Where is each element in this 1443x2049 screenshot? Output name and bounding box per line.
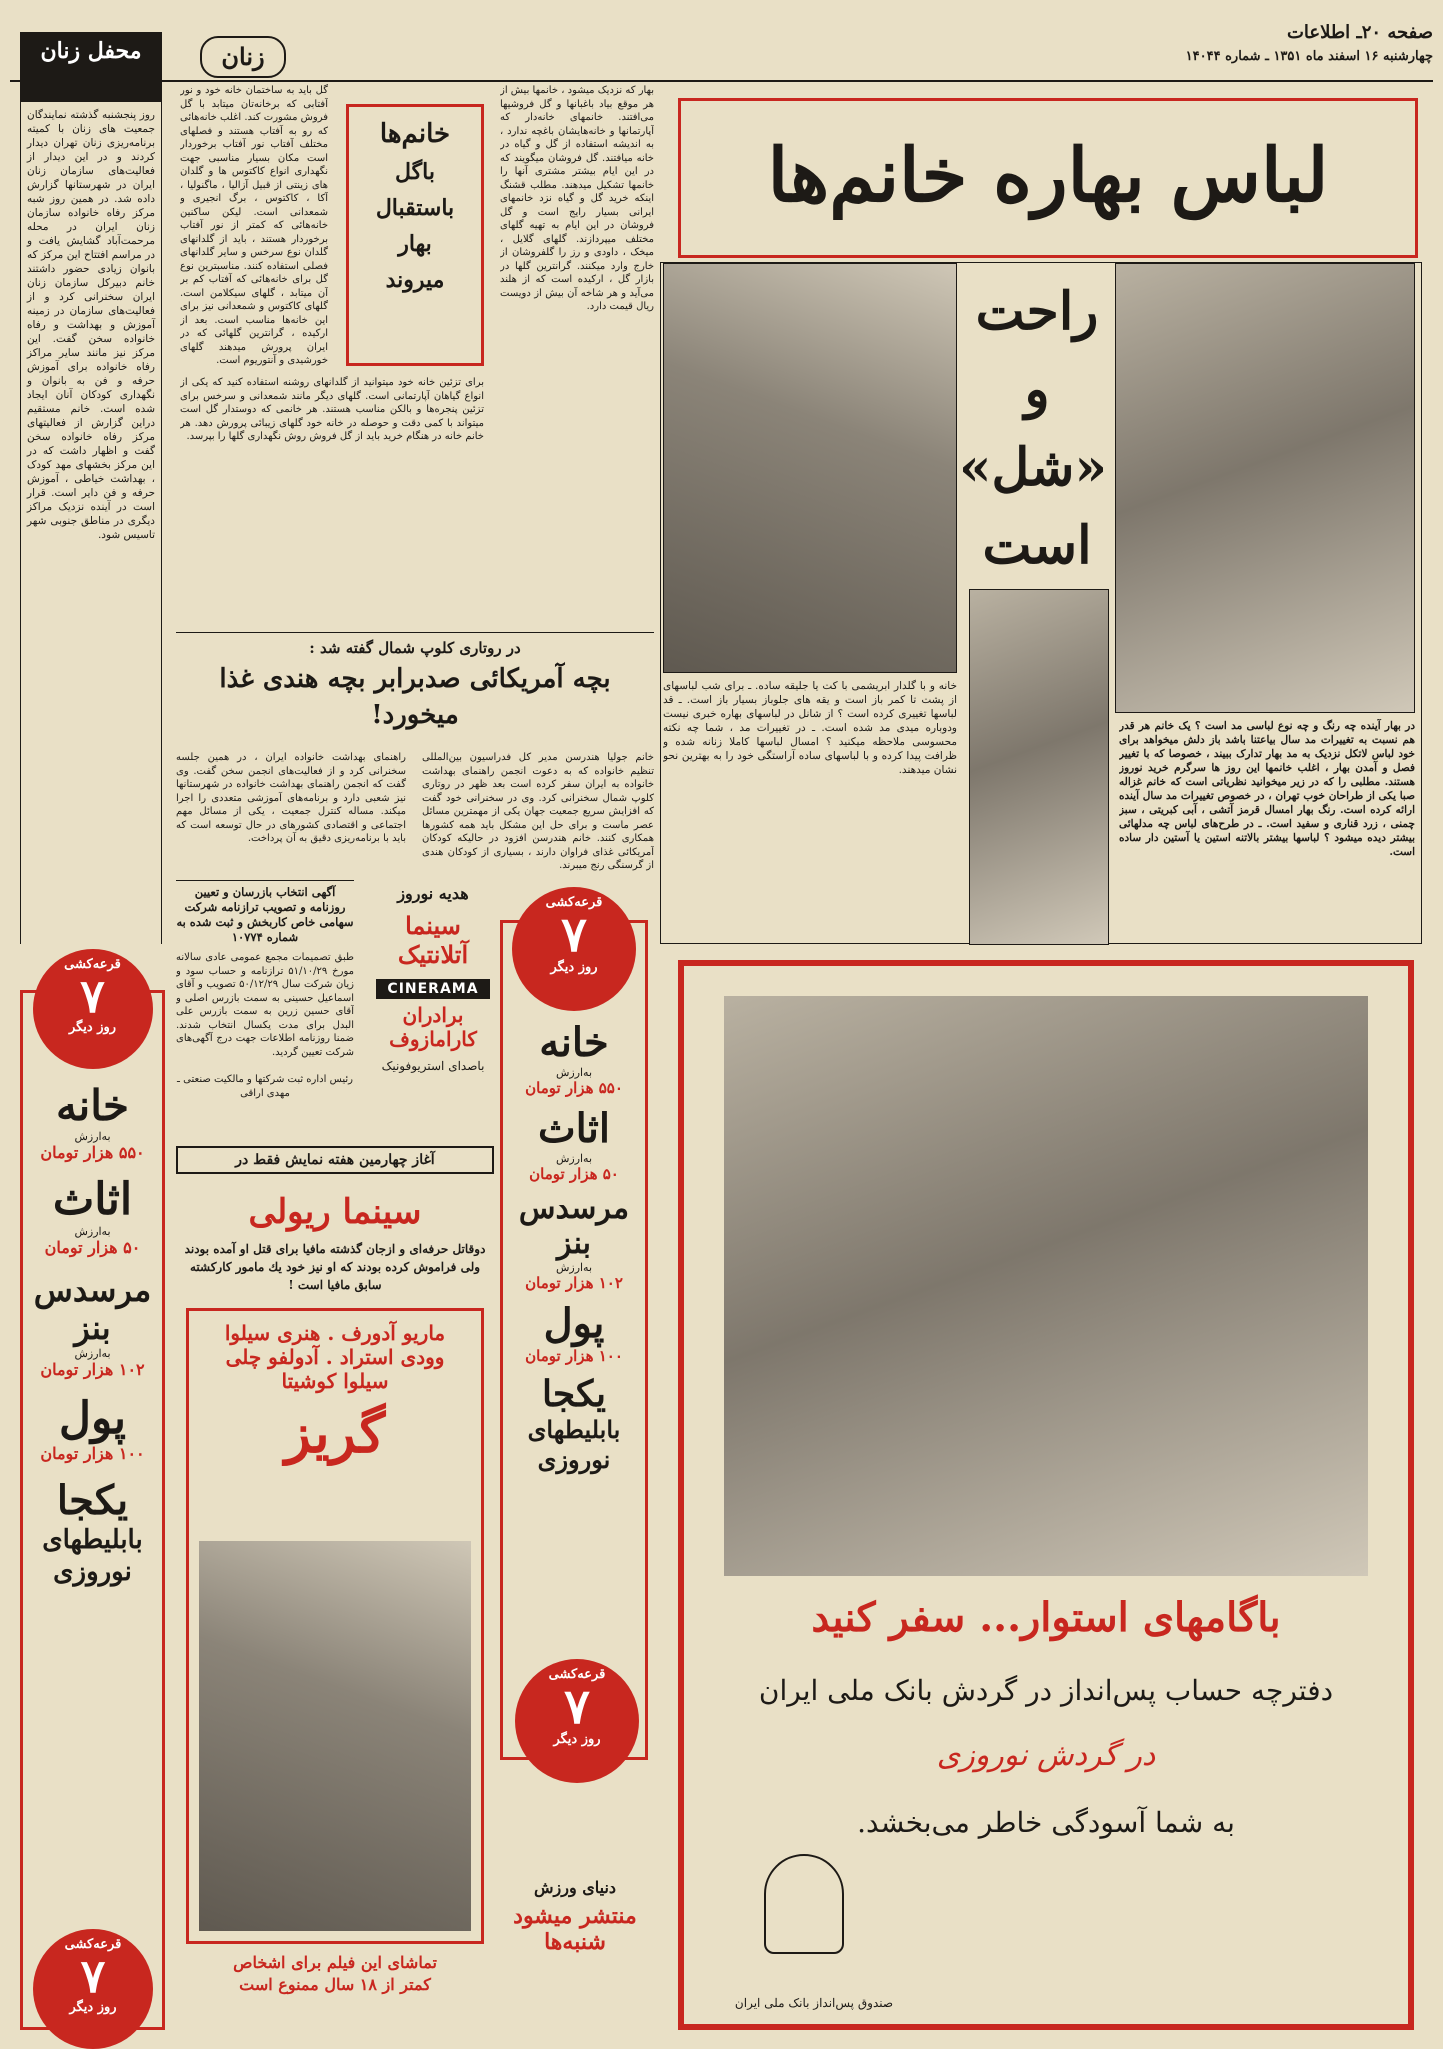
- rivoli-film: گریز: [284, 1401, 386, 1465]
- fashion-photo-left: [663, 263, 957, 673]
- rivoli-name: سینما ریولی: [248, 1192, 422, 1232]
- notice-title: آگهی انتخاب بازرسان و تعیین روزنامه و تصویب ترازنامه شرکت سهامی خاص کاربخش و ثبت شده به شماره ۱۰۷۷۴: [176, 885, 354, 944]
- bank-line2: در گردش نوروزی: [936, 1738, 1156, 1773]
- date-line: چهارشنبه ۱۶ اسفند ماه ۱۳۵۱ ـ شماره ۱۴۰۴۴: [1185, 49, 1433, 64]
- kids-kicker: در روتاری کلوپ شمال گفته شد :: [309, 639, 521, 657]
- masthead-rule: [10, 80, 1433, 82]
- rivoli-desc: دوقاتل حرفه‌ای و ازجان گذشته مافیا برای قتل او آمده بودند ولی فراموش کرده بودند که او نیز خود یك مامور کارکشته سابق مافیا است !: [184, 1242, 486, 1292]
- fashion-qa-left: خانه و با گلدار ابریشمی با کت یا جلیقه ساده. ـ برای شب لباسهای از پشت تا کمر باز است و یقه های جلوباز بسیار باز است. ـ قد لباسها تغییری کرده است ؟ از شانل در لباسهای بهاره خبری نیست ودوباره میدی مد شده است. ـ در تغییرات مد ، شما چه نکته محسوسی ملاحظه میکنید ؟ امسال لباسها کاملا زنانه شده و ظرافت پیدا کرده و با لباسهای ساده آراستگی خود را به بهترین نحو نشان میدهند.: [663, 680, 957, 776]
- lottery-footer: یکجا بابلیطهای نوروزی: [42, 1477, 143, 1587]
- bank-footer: صندوق پس‌انداز بانک ملی ایران: [734, 1996, 894, 2010]
- lottery-badge-bottom: قرعه‌کشی ۷ روز دیگر: [33, 1929, 153, 2049]
- bank-emblem-icon: [764, 1854, 844, 1954]
- lottery-item-car: مرسدس بنز به‌ارزش ۱۰۲ هزار تومان: [33, 1271, 152, 1379]
- cinema-atlantic-ad: هدیه نوروز سینما آتلانتیک CINERAMA برادران کارامازوف باصدای استریوفونیک: [358, 880, 508, 1136]
- sidebar-left: [20, 32, 162, 944]
- rivoli-footer: تماشای این فیلم برای اشخاص کمتر از ۱۸ سال ممنوع است: [233, 1953, 437, 1994]
- rivoli-strip: آغاز چهارمین هفته نمایش فقط در: [176, 1146, 494, 1174]
- lottery-item-house: خانه به‌ارزش ۵۵۰ هزار تومان: [40, 1081, 145, 1162]
- bank-ad: [678, 960, 1414, 2030]
- rivoli-poster-photo: [199, 1541, 471, 1931]
- bank-line1: دفترچه حساب پس‌انداز در گردش بانک ملی ایران: [758, 1674, 1334, 1707]
- bank-slogan: باگامهای استوار... سفر کنید: [811, 1594, 1281, 1641]
- women-title-box: خانم‌ها باگل باستقبال بهار میروند: [346, 104, 484, 366]
- fashion-photo-center: [969, 589, 1109, 945]
- kids-body-left: راهنمای بهداشت خانواده ایران ، در همین جلسه سخنرانی کرد و از فعالیت‌های انجمن سخن گفت. وی گفت که انجمن راهنمای بهداشت خانواده در شهرستانها نیز شعبی دارد و برنامه‌های آموزشی متعددی را اجرا میکند. مساله کنترل جمعیت ، یکی از مسائل مهم اجتماعی و اقتصادی کشورهای در حال توسعه است که باید با برنامه‌ریزی دقیق به آن پرداخت.: [176, 752, 406, 844]
- lottery-badge-top: قرعه‌کشی ۷ روز دیگر: [33, 949, 153, 1069]
- bank-line3: به شما آسودگی خاطر می‌بخشد.: [857, 1806, 1235, 1839]
- lottery-badge-center-bottom: قرعه‌کشی ۷ روز دیگر: [515, 1659, 639, 1783]
- kids-body-right: خانم جولیا هندرسن مدیر کل فدراسیون بین‌المللی تنظیم خانواده که به دعوت انجمن راهنمای بهداشت خانواده به ایران سفر کرده است بعد ظهر در روتاری کلوپ شمال سخنرانی کرد. وی در سخنرانی خود گفت که افزایش سریع جمعیت جهان یکی از مهمترین مسائل عصر ماست و برای حل این مشکل باید همه کشورها همکاری کنند. خانم هندرسن افزود در حالیکه کودکان آمریکائی غذای فراوان دارند ، بسیاری از کودکان هندی از گرسنگی رنج میبرند.: [422, 752, 654, 871]
- lottery-badge-center-top: قرعه‌کشی ۷ روز دیگر: [512, 887, 636, 1011]
- rivoli-poster: ماریو آدورف . هنری سیلوا وودی استراد . آدولفو چلی سیلوا کوشیتا گریز: [186, 1308, 484, 1944]
- sidebar-title: محفل زنان: [21, 32, 161, 102]
- women-col-left: گل باید به ساختمان خانه خود و نور آفتابی که برخانه‌تان میتابد با گل فروش مشورت کند. اغلب خانه‌هائی که رو به آفتاب هستند و فصلهای مختلف آفتاب نور آفتاب برخوردار است مکان بسیار مناسبی جهت نگهداری انواع کاکتوس ها و گلدان های زینتی از قبیل آزالیا ، ماگنولیا ، آکا ، کاکتوس ، برگ انجیری و شمعدانی است. لیکن ساکنین خانه‌هائی که کمتر از نور آفتاب برخوردار هستند ، باید از گلدانهای گلدان نوع سرخس و سایر گلدانهای فصلی استفاده کنند. مناسبترین نوع گل برای خانه‌هائی که آفتاب کم بر آن میتابد ، گلهای سیکلامن است. گلهای کاکتوس و شمعدانی نیز برای این خانه‌ها مناسب است. بعد از ارکیده ، گرانترین گلهائی که در ایران پرورش میدهند گلهای خورشیدی و آنتوریوم است.: [180, 85, 328, 366]
- masthead: [1093, 22, 1433, 82]
- kids-article: [176, 632, 654, 870]
- sidebar-body: روز پنجشنبه گذشته نمایندگان جمعیت های زنان با کمیته برنامه‌ریزی زنان تهران دیدار کردند و در این دیدار از فعالیت‌های سازمان زنان ایران در شهرستانها گزارش داده شد. در همین روز شبه مرکز رفاه خانواده سازمان زنان ایران در محله مرحمت‌آباد گشایش یافت و در مراسم افتتاح این مرکز که بانوان زیادی حضور داشتند خانم دبیرکل سازمان زنان ایران سخنرانی کرد و از فعالیت‌های سازمان در زمینه آموزش و بهداشت و رفاه خانواده سخن گفت. این مرکز نیز مانند سایر مراکز رفاه خانواده برای آموزش حرفه و فن به بانوان و نگهداری کودکان آنان ایجاد شده است. خانم مستقیم دراین گزارش از فعالیتهای مرکز رفاه خانواده سخن گفت و اظهار داشت که در این مرکز بخشهای مهد کودک ، بهداشت خیاطی ، آموزش حرفه و فن دایر است. قرار است در آینده نزدیک مراکز دیگری در مناطق جنوبی شهر تاسیس شود.: [27, 109, 155, 541]
- cinema-rivoli-ad: [176, 1146, 494, 2036]
- section-label: زنان: [200, 36, 286, 78]
- notice-body: طبق تصمیمات مجمع عمومی عادی سالانه مورخ ۵۱/۱۰/۲۹ ترازنامه و حساب سود و زیان شرکت سال ۵۰/۱۲/۲۹ تصویب و آقای اسماعیل حسینی به سمت بازرس اصلی و آقای حسین زرین به سمت بازرس علی البدل برای مدت یکسال انتخاب شدند. ضمنا روزنامه اطلاعات جهت درج آگهی‌های شرکت تعیین گردید.: [176, 952, 354, 1058]
- kids-title: بچه‌ آمریکائی صدبرابر بچه‌ هندی غذا میخورد!: [219, 664, 611, 730]
- fashion-banner: لباس بهاره خانم‌ها: [678, 98, 1418, 258]
- women-col-bottom: برای تزئین خانه خود میتوانید از گلدانهای روشنه استفاده کنید که یکی از انواع گیاهان آپارتمانی است. گلهای دیگر مانند شمعدانی و سرخس برای تزئین پنجره‌ها و بالکن مناسب هستند. هر خانمی که دوستدار گل است میتواند با کمی دقت و حوصله در خانه خود گلهای زیبائی پرورش دهد. هر خانم خانه در هنگام خرید باید از گل فروش روش نگهداری گلها را بپرسد.: [180, 377, 484, 442]
- corporate-notice: [176, 880, 354, 1136]
- women-col-right: بهار که نزدیک میشود ، خانمها بیش از هر موقع بیاد باغبانها و گل فروشیها می‌افتند. خانمهای خانه‌دار که آپارتمانها و خانه‌هایشان باغچه ندارد ، به اندیشه استفاده از گل و گیاه در خانه میافتند. گل فروشان میگویند که در این ایام بیشتر مشتری آنها را خانمها تشکیل میدهند. مطلب قشنگ اینکه خرید گل و گیاه نزد خانمهای ایرانی بسیار رایج است و گل فروشان در این ایام به تهیه گلهای مختلف میپردازند. گلهای گلایل ، میخک ، داودی و رز را گلفروشان از خارج وارد میکنند. گرانترین گلها در بازار گل ، ارکیده است که از هلند می‌آید و هر شاخه آن بیش از دویست ریال قیمت دارد.: [500, 85, 654, 312]
- lottery-ad-left: [20, 957, 165, 2030]
- page-line: صفحه ۲۰ـ اطلاعات: [1286, 22, 1433, 43]
- bank-ad-photo: [724, 996, 1368, 1576]
- fashion-feature: [660, 262, 1422, 944]
- notice-sign: رئیس اداره ثبت شرکتها و مالکیت صنعتی ـ مهدی اراقی: [177, 1074, 353, 1099]
- women-flowers-article: [176, 84, 654, 622]
- fashion-qa-right: در بهار آینده چه رنگ و چه نوع لباسی مد است ؟ یک خانم هر قدر هم نسبت به تغییرات مد سال بیاعتنا باشد باز دلش میخواهد برای خود لباس لاتکل نزدیک به مد بهار تدارک ببیند ، خصوصا که با تغییر فصل و آمدن بهار ، اغلب خانمها این روز ها سرگرم خرید نوروز هستند. مطلبی را که در زیر میخوانید نظریاتی است که خانم غزاله صبا یکی از طراحان خوب تهران ، در خصوص تغییرات مد سال آینده ارائه کرده است. رنگ بهار امسال قرمز آتشی ، آبی کبریتی ، سبز چمنی ، زرد قناری و سفید است. ـ در طرح‌های لباس چه مدلهائی بیشتر دیده میشود ؟ لباسها بیشتر بالاتنه استین یا آستین دار ساده است.: [1119, 720, 1415, 858]
- lottery-item-cash: پول ۱۰۰ هزار تومان: [40, 1393, 145, 1463]
- sports-teaser: دنیای ورزش منتشر میشود شنبه‌ها: [513, 1878, 637, 1955]
- fashion-photo-right: [1115, 263, 1415, 713]
- lottery-item-furniture: اثاث به‌ارزش ۵۰ هزار تومان: [44, 1174, 141, 1257]
- lottery-ad-center: قرعه‌کشی ۷ روز دیگر خانه به‌ارزش ۵۵۰ هزار تومان اثاث به‌ارزش ۵۰ هزار تومان مرسدس بنز به‌ارزش ۱۰۲ هزار تومان پول ۱۰۰ هزار تومان یکجا بابلیطهای نوروزی قرعه‌کشی ۷ روز دیگر: [500, 920, 648, 1760]
- fashion-side-title: راحت و «شل» است: [959, 281, 1107, 576]
